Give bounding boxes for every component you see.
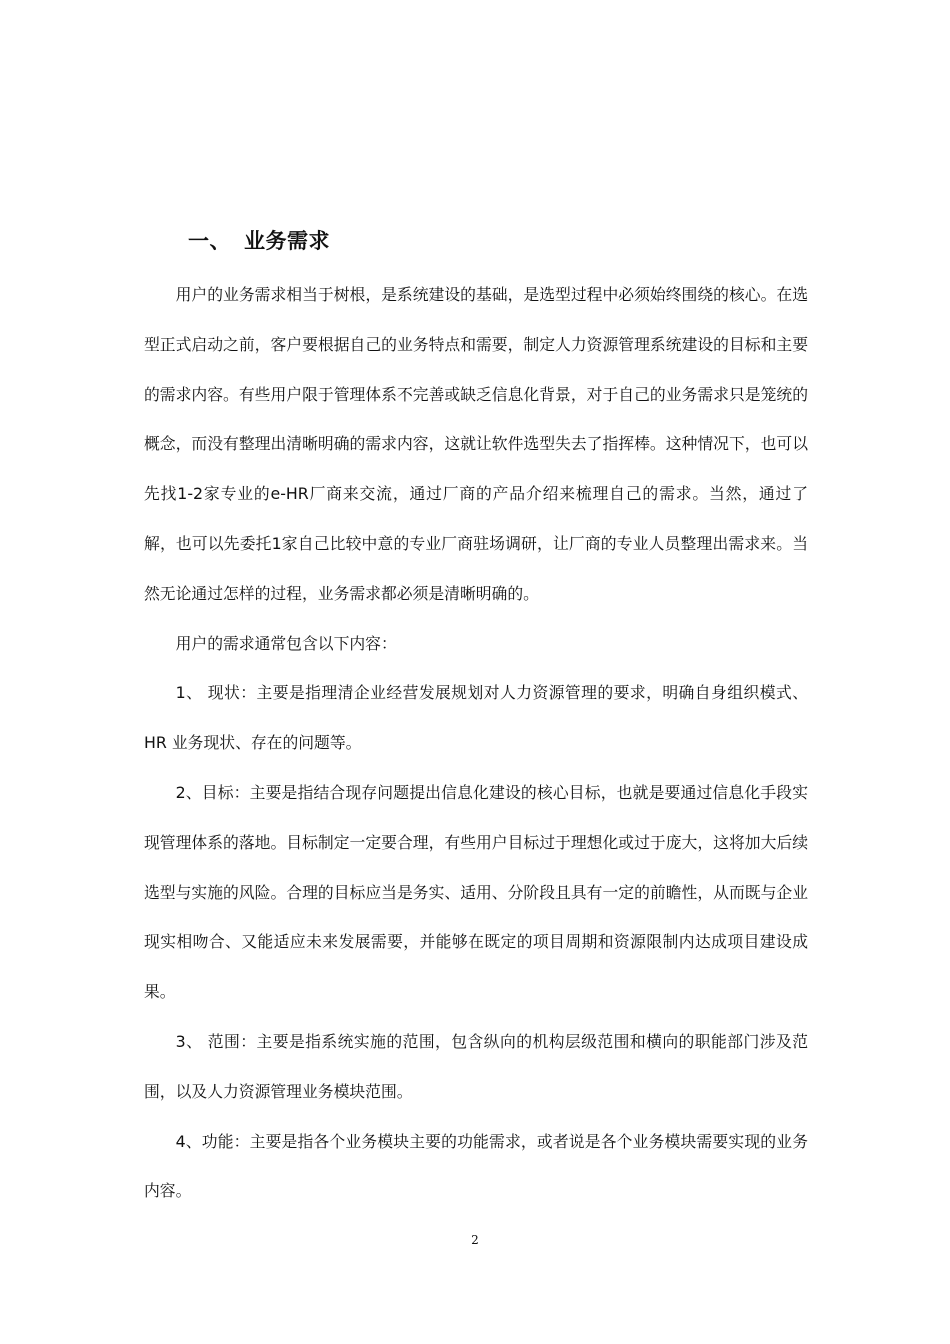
paragraph-item-status: 1、 现状：主要是指理清企业经营发展规划对人力资源管理的要求，明确自身组织模式、HR 业务现状、存在的问题等。 <box>144 683 808 753</box>
paragraph-lead-in: 用户的需求通常包含以下内容： <box>175 633 397 653</box>
body-text <box>144 270 808 1216</box>
paragraph-item-function: 4、功能：主要是指各个业务模块主要的功能需求，或者说是各个业务模块需要实现的业务内容。 <box>144 1131 808 1201</box>
section-number: 一、 <box>188 229 231 253</box>
section-title: 业务需求 <box>244 229 330 253</box>
page-number: 2 <box>471 1233 479 1247</box>
section-heading <box>188 223 330 259</box>
paragraph-item-goal: 2、目标：主要是指结合现存问题提出信息化建设的核心目标，也就是要通过信息化手段实现管理体系的落地。目标制定一定要合理，有些用户目标过于理想化或过于庞大，这将加大后续选型与实施的风险。合理的目标应当是务实、适用、分阶段且具有一定的前瞻性，从而既与企业现实相吻合、又能适应未来发展需要，并能够在既定的项目周期和资源限制内达成项目建设成果。 <box>144 782 808 1002</box>
paragraph-item-scope: 3、 范围：主要是指系统实施的范围，包含纵向的机构层级范围和横向的职能部门涉及范围，以及人力资源管理业务模块范围。 <box>144 1031 808 1101</box>
paragraph-intro: 用户的业务需求相当于树根，是系统建设的基础，是选型过程中必须始终围绕的核心。在选型正式启动之前，客户要根据自己的业务特点和需要，制定人力资源管理系统建设的目标和主要的需求内容。有些用户限于管理体系不完善或缺乏信息化背景，对于自己的业务需求只是笼统的概念，而没有整理出清晰明确的需求内容，这就让软件选型失去了指挥棒。这种情况下，也可以先找1-2家专业的e-HR厂商来交流，通过厂商的产品介绍来梳理自己的需求。当然，通过了解，也可以先委托1家自己比较中意的专业厂商驻场调研，让厂商的专业人员整理出需求来。当然无论通过怎样的过程，业务需求都必须是清晰明确的。 <box>144 285 808 603</box>
